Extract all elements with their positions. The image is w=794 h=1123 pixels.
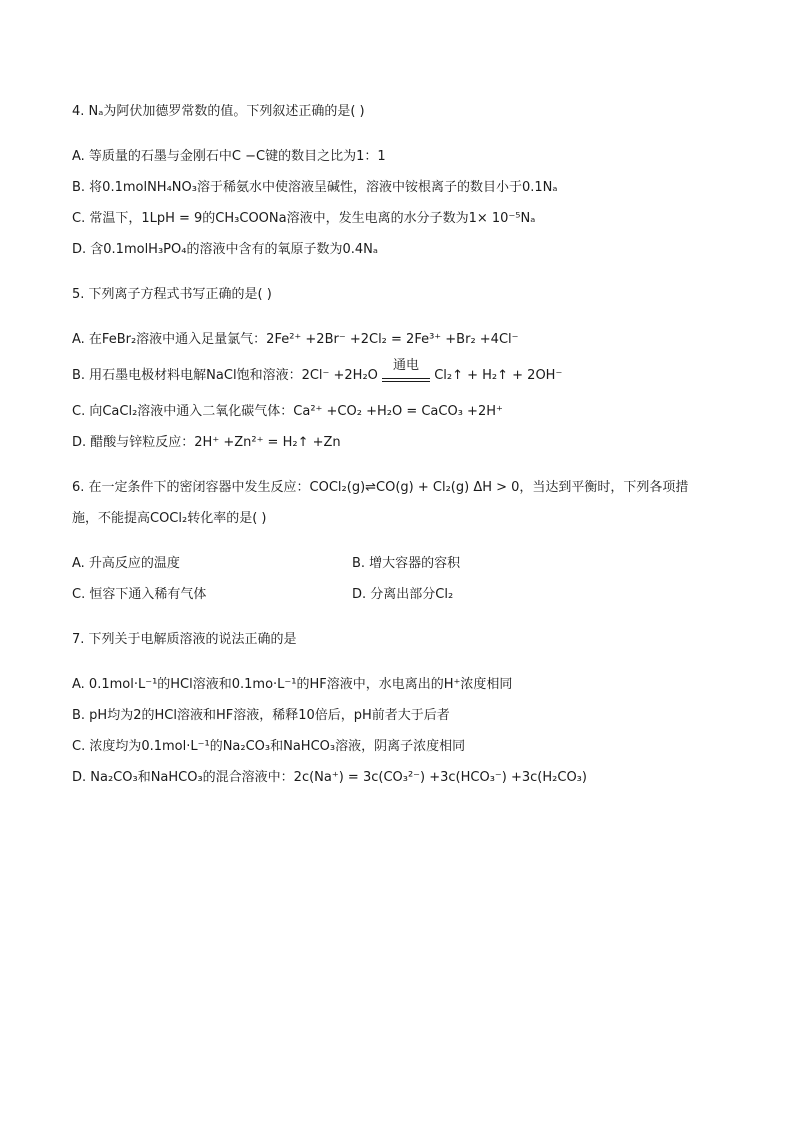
question-4-option-a: A. 等质量的石墨与金刚石中C −C键的数目之比为1：1 — [72, 149, 386, 164]
question-5-stem: 5. 下列离子方程式书写正确的是( ) — [72, 287, 272, 302]
question-4-stem: 4. Nₐ为阿伏加德罗常数的值。下列叙述正确的是( ) — [72, 104, 365, 119]
question-7-option-d: D. Na₂CO₃和NaHCO₃的混合溶液中：2c(Na⁺) = 3c(CO₃²⁻) +3c(HCO₃⁻) +3c(H₂CO₃) — [72, 770, 587, 785]
question-7-option-c: C. 浓度均为0.1mol·L⁻¹的Na₂CO₃和NaHCO₃溶液，阴离子浓度相同 — [72, 739, 466, 754]
question-4-option-c: C. 常温下，1LpH = 9的CH₃COONa溶液中，发生电离的水分子数为1× 10⁻⁵Nₐ — [72, 211, 536, 226]
question-5-option-b-products: Cl₂↑ + H₂↑ + 2OH⁻ — [434, 368, 563, 383]
question-6-option-d: D. 分离出部分Cl₂ — [352, 587, 454, 602]
question-6-option-b: B. 增大容器的容积 — [352, 556, 461, 571]
question-4-option-b: B. 将0.1molNH₄NO₃溶于稀氨水中使溶液呈碱性，溶液中铵根离子的数目小于0.1Nₐ — [72, 180, 558, 195]
electrolysis-label: 通电 — [393, 358, 420, 373]
question-5-option-b — [72, 358, 563, 386]
electrolysis-condition — [382, 358, 430, 386]
question-6-option-a: A. 升高反应的温度 — [72, 556, 180, 571]
question-7-option-b: B. pH均为2的HCl溶液和HF溶液，稀释10倍后，pH前者大于后者 — [72, 708, 450, 723]
question-5-option-a: A. 在FeBr₂溶液中通入足量氯气：2Fe²⁺ +2Br⁻ +2Cl₂ = 2Fe³⁺ +Br₂ +4Cl⁻ — [72, 332, 519, 347]
question-4-option-d: D. 含0.1molH₃PO₄的溶液中含有的氧原子数为0.4Nₐ — [72, 242, 378, 257]
question-6-stem-line2: 施，不能提高COCl₂转化率的是( ) — [72, 511, 267, 526]
question-7-stem: 7. 下列关于电解质溶液的说法正确的是 — [72, 632, 297, 647]
question-7-option-a: A. 0.1mol·L⁻¹的HCl溶液和0.1mo·L⁻¹的HF溶液中，水电离出的H⁺浓度相同 — [72, 677, 513, 692]
question-5-option-d: D. 醋酸与锌粒反应：2H⁺ +Zn²⁺ = H₂↑ +Zn — [72, 435, 341, 450]
question-5-option-b-text: B. 用石墨电极材料电解NaCl饱和溶液：2Cl⁻ +2H₂O — [72, 368, 378, 383]
question-6-stem-line1: 6. 在一定条件下的密闭容器中发生反应：COCl₂(g)⇌CO(g) + Cl₂(g) ΔH > 0，当达到平衡时，下列各项措 — [72, 480, 689, 495]
question-6-option-c: C. 恒容下通入稀有气体 — [72, 587, 207, 602]
question-5-option-c: C. 向CaCl₂溶液中通入二氧化碳气体：Ca²⁺ +CO₂ +H₂O = CaCO₃ +2H⁺ — [72, 404, 503, 419]
